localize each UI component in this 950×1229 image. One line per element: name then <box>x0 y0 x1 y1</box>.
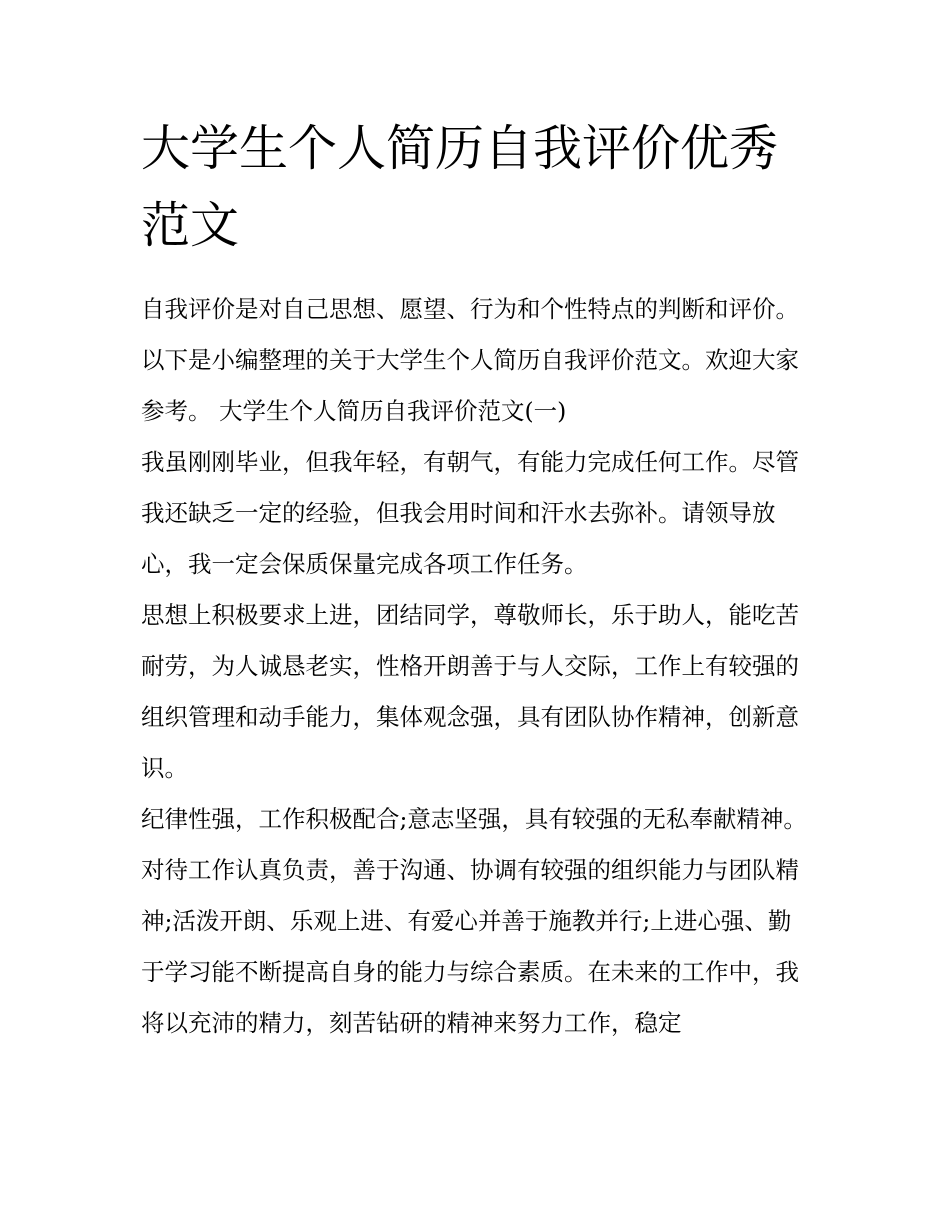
document-title: 大学生个人简历自我评价优秀范文 <box>141 120 779 254</box>
paragraph: 纪律性强，工作积极配合;意志坚强，具有较强的无私奉献精神。 <box>141 805 807 833</box>
paragraph: 我虽刚刚毕业，但我年轻，有朝气，有能力完成任何工作。尽管我还缺乏一定的经验，但我会用时间和汗水去弥补。请领导放心，我一定会保质保量完成各项工作任务。 <box>141 448 799 578</box>
paragraph: 对待工作认真负责，善于沟通、协调有较强的组织能力与团队精神;活泼开朗、乐观上进、有爱心并善于施教并行;上进心强、勤于学习能不断提高自身的能力与综合素质。在未来的工作中，我将以充沛的精力，刻苦钻研的精神来努力工作，稳定 <box>141 856 799 1037</box>
paragraph: 思想上积极要求上进，团结同学，尊敬师长，乐于助人，能吃苦耐劳，为人诚恳老实，性格开朗善于与人交际，工作上有较强的组织管理和动手能力，集体观念强，具有团队协作精神，创新意识。 <box>141 601 799 782</box>
document-body <box>141 110 813 1049</box>
paragraph-intro: 自我评价是对自己思想、愿望、行为和个性特点的判断和评价。以下是小编整理的关于大学生个人简历自我评价范文。欢迎大家参考。 大学生个人简历自我评价范文(一) <box>141 295 799 425</box>
